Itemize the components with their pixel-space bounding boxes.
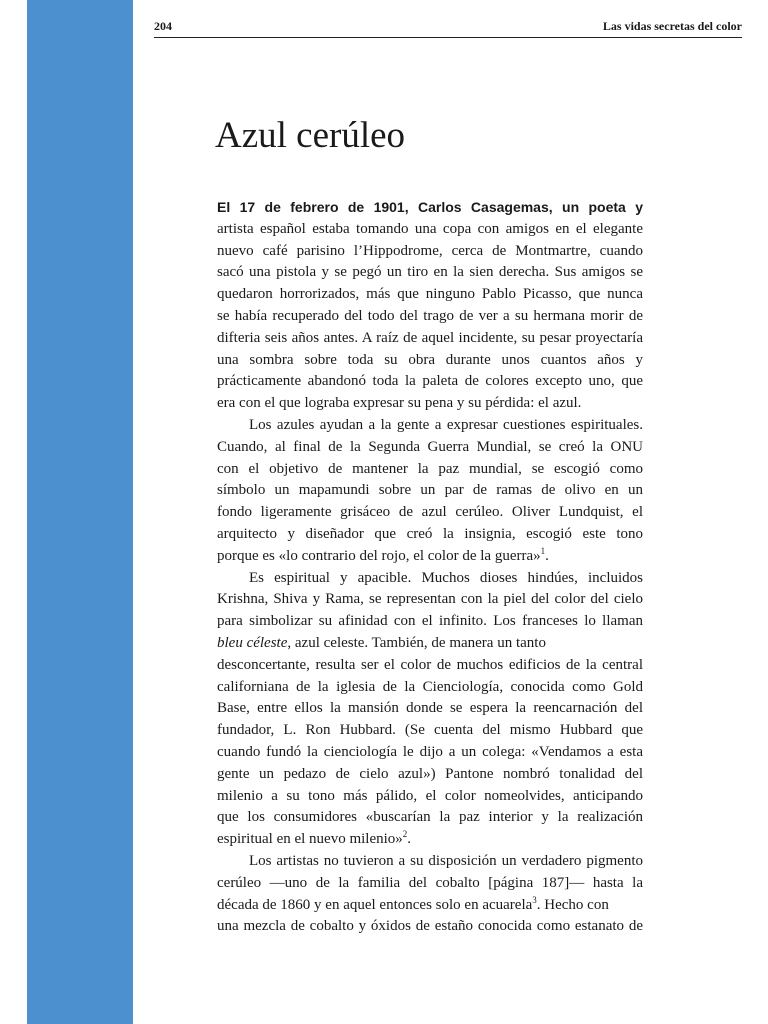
text-line: fundador, L. Ron Hubbard. (Se cuenta del mismo Hubbard que [217, 722, 643, 739]
text-line: difteria seis años antes. A raíz de aquel incidente, su pesar proyectaría [217, 329, 643, 346]
text-line [217, 895, 643, 917]
text-line: para simbolizar su afinidad con el infinito. Los franceses lo llaman [217, 613, 643, 630]
text-line: prácticamente abandonó toda la paleta de colores excepto uno, que [217, 373, 643, 390]
text-line: cerúleo —uno de la familia del cobalto [página 187]— hasta la [217, 874, 643, 891]
text-line: sacó una pistola y se pegó un tiro en la sien derecha. Sus amigos se [217, 264, 643, 281]
text-line [217, 633, 643, 655]
text-line: quedaron horrorizados, más que ninguno Pablo Picasso, que nunca [217, 286, 643, 303]
text-segment: década de 1860 y en aquel entonces solo en acuarela [217, 896, 533, 913]
paragraph-start-line: Es espiritual y apacible. Muchos dioses hindúes, incluidos [249, 569, 643, 586]
text-line: símbolo un mapamundi sobre un par de ramas de olivo en un [217, 482, 643, 499]
page-number: 204 [154, 19, 172, 33]
text-line: Krishna, Shiva y Rama, se representan con la piel del color del cielo [217, 591, 643, 608]
text-line: desconcertante, resulta ser el color de muchos edificios de la central [217, 656, 643, 673]
running-header [154, 17, 742, 38]
text-segment: porque es «lo contrario del rojo, el color de la guerra» [217, 547, 541, 564]
text-line: milenio a su tono más pálido, el color nomeolvides, anticipando [217, 787, 643, 804]
body-text [217, 197, 643, 938]
text-line: cuando fundó la cienciología le dijo a un colega: «Vendamos a esta [217, 743, 643, 760]
text-line: se había recuperado del todo del trago de ver a su hermana morir de [217, 307, 643, 324]
text-line: que los consumidores «buscarían la paz interior y la realización [217, 809, 643, 826]
paragraph-start-line: Los artistas no tuvieron a su disposición un verdadero pigmento [249, 852, 643, 869]
chapter-title: Azul cerúleo [215, 115, 406, 156]
text-line: Cuando, al final de la Segunda Guerra Mundial, se creó la ONU [217, 438, 643, 455]
text-line: una sombra sobre toda su obra durante unos cuantos años y [217, 351, 643, 368]
text-line [217, 546, 643, 568]
text-line: Base, entre ellos la mansión donde se espera la reencarnación del [217, 700, 643, 717]
text-segment: espiritual en el nuevo milenio» [217, 831, 403, 848]
text-line: artista español estaba tomando una copa con amigos en el elegante [217, 220, 643, 237]
blue-margin-band [27, 0, 133, 1024]
text-segment: . Hecho con [536, 896, 609, 913]
book-title: Las vidas secretas del color [602, 19, 742, 33]
text-segment: . [407, 831, 412, 848]
text-line [217, 829, 643, 851]
lead-line: El 17 de febrero de 1901, Carlos Casagemas, un poeta y [217, 199, 643, 215]
text-line: fondo ligeramente grisáceo de azul cerúleo. Oliver Lundquist, el [217, 504, 643, 521]
text-line: una mezcla de cobalto y óxidos de estaño conocida como estanato de [217, 918, 643, 935]
text-line: californiana de la iglesia de la Cienciología, conocida como Gold [217, 678, 643, 695]
text-line: gente un pedazo de cielo azul») Pantone nombró tonalidad del [217, 765, 643, 782]
paragraph-start-line: Los azules ayudan a la gente a expresar cuestiones espirituales. [249, 416, 643, 433]
text-line: nuevo café parisino l’Hippodrome, cerca de Montmartre, cuando [217, 242, 643, 259]
text-segment: , azul celeste. También, de manera un tanto [287, 634, 546, 651]
text-line: con el objetivo de mantener la paz mundial, se escogió como [217, 460, 643, 477]
italic-phrase: bleu céleste [217, 634, 288, 651]
text-segment: . [545, 547, 549, 564]
footnote-marker: 2 [402, 829, 408, 840]
footnote-marker: 1 [540, 545, 546, 556]
text-line: era con el que lograba expresar su pena y su pérdida: el azul. [217, 395, 582, 412]
footnote-marker: 3 [532, 894, 537, 905]
text-line: arquitecto y diseñador que creó la insignia, escogió este tono [217, 525, 643, 542]
